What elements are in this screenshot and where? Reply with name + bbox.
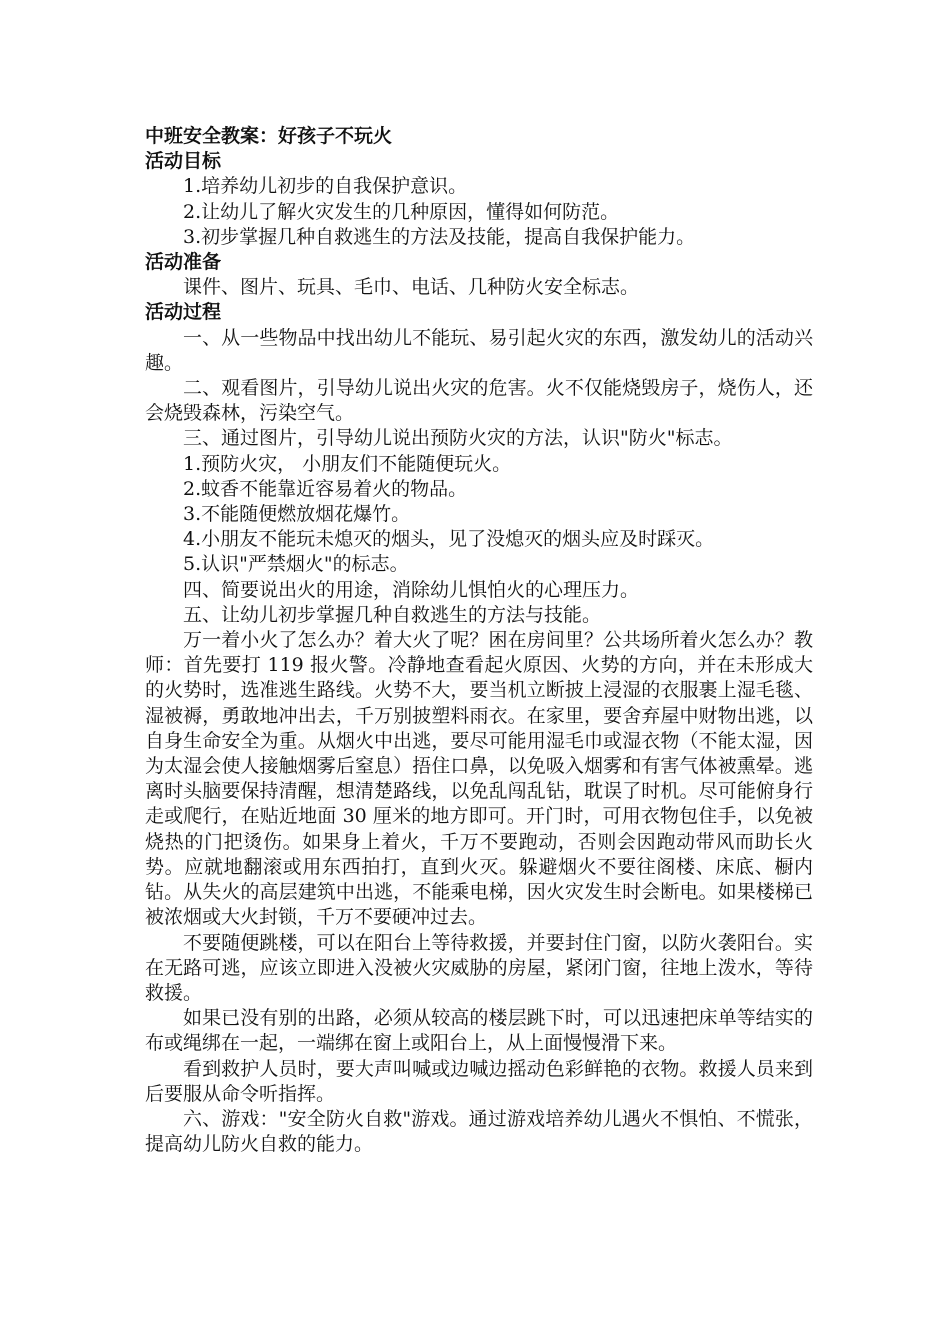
- process-paragraph: 3.不能随便燃放烟花爆竹。: [183, 503, 411, 526]
- process-paragraph: 4.小朋友不能玩未熄灭的烟头，见了没熄灭的烟头应及时踩灭。: [183, 528, 715, 551]
- process-paragraph: 一、从一些物品中找出幼儿不能玩、易引起火灾的东西，激发幼儿的活动兴趣。: [145, 326, 813, 374]
- section-heading-goals: 活动目标: [145, 150, 222, 173]
- document-title: 中班安全教案：好孩子不玩火: [145, 125, 393, 147]
- process-paragraph: 如果已没有别的出路，必须从较高的楼层跳下时，可以迅速把床单等结实的布或绳绑在一起，一端绑在窗上或阳台上，从上面慢慢滑下来。: [145, 1007, 813, 1055]
- document-page: [145, 124, 813, 1157]
- process-paragraph: 五、让幼儿初步掌握几种自救逃生的方法与技能。: [183, 603, 602, 626]
- process-paragraph: 2.蚊香不能靠近容易着火的物品。: [183, 477, 468, 500]
- process-paragraph: 三、通过图片，引导幼儿说出预防火灾的方法，认识"防火"标志。: [183, 427, 733, 450]
- process-paragraph: 不要随便跳楼，可以在阳台上等待救援，并要封住门窗，以防火袭阳台。实在无路可逃，应该立即进入没被火灾威胁的房屋，紧闭门窗，往地上泼水，等待救援。: [145, 931, 813, 1004]
- goal-item: 1.培养幼儿初步的自我保护意识。: [183, 175, 468, 198]
- process-paragraph: 六、游戏："安全防火自救"游戏。通过游戏培养幼儿遇火不惧怕、不慌张，提高幼儿防火自救的能力。: [145, 1107, 813, 1156]
- process-paragraph: 万一着小火了怎么办？着大火了呢？困在房间里？公共场所着火怎么办？教师：首先要打 119 报火警。冷静地查看起火原因、火势的方向，并在未形成大的火势时，选准逃生路线。火势不大，要当机立断披上浸湿的衣服裹上湿毛毯、湿被褥，勇敢地冲出去，千万别披塑料雨衣。在家里，要舍弃屋中财物出逃，以自身生命安全为重。从烟火中出逃，要尽可能用湿毛巾或湿衣物（不能太湿，因为太湿会使人接触烟雾后窒息）捂住口鼻，以免吸入烟雾和有害气体被熏晕。逃离时头脑要保持清醒，想清楚路线，以免乱闯乱钻，耽误了时机。尽可能俯身行走或爬行，在贴近地面 30 厘米的地方即可。开门时，可用衣物包住手，以免被烧热的门把烫伤。如果身上着火，千万不要跑动，否则会因跑动带风而助长火势。应就地翻滚或用东西拍打，直到火灭。躲避烟火不要往阁楼、床底、橱内钻。从失火的高层建筑中出逃，不能乘电梯，因火灾发生时会断电。如果楼梯已被浓烟或大火封锁，千万不要硬冲过去。: [145, 629, 813, 929]
- process-paragraph: 5.认识"严禁烟火"的标志。: [183, 553, 409, 576]
- section-heading-process: 活动过程: [145, 301, 222, 324]
- process-paragraph: 看到救护人员时，要大声叫喊或边喊边摇动色彩鲜艳的衣物。救援人员来到后要服从命令听指挥。: [145, 1057, 813, 1105]
- process-paragraph: 二、观看图片，引导幼儿说出火灾的危害。火不仅能烧毁房子，烧伤人，还会烧毁森林，污染空气。: [145, 377, 813, 425]
- goal-item: 3.初步掌握几种自救逃生的方法及技能，提高自我保护能力。: [183, 225, 696, 248]
- goal-item: 2.让幼儿了解火灾发生的几种原因，懂得如何防范。: [183, 200, 620, 223]
- prep-item: 课件、图片、玩具、毛巾、电话、几种防火安全标志。: [183, 276, 640, 299]
- process-paragraph: 四、简要说出火的用途，消除幼儿惧怕火的心理压力。: [183, 578, 640, 601]
- section-heading-prep: 活动准备: [145, 251, 222, 274]
- process-paragraph: 1.预防火灾， 小朋友们不能随便玩火。: [183, 452, 512, 475]
